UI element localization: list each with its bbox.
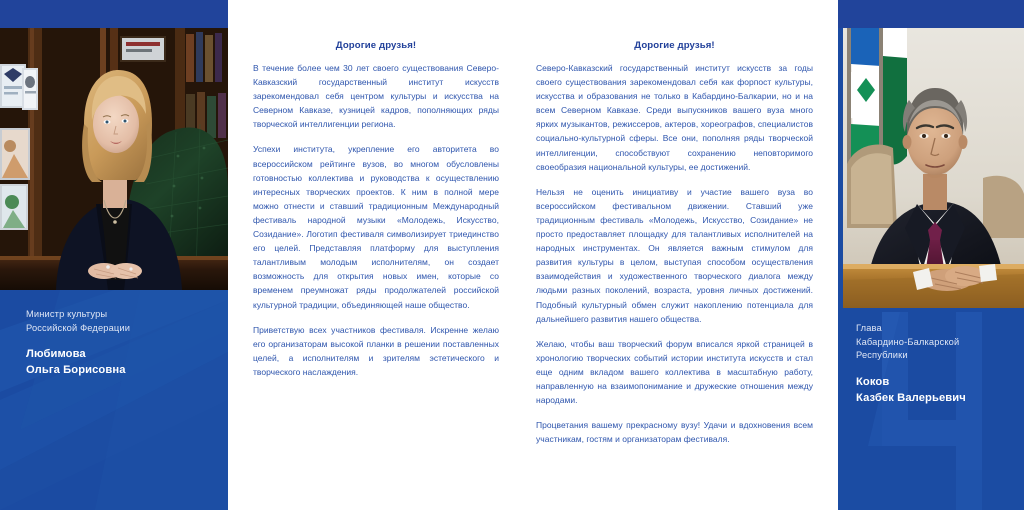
letter-right-paragraph-2: Нельзя не оценить инициативу и участие вашего вуза во всероссийском фестивальном движении. Ставший уже традиционным фестиваль «Молодежь, Искусство, Созидание» не просто предоставляет площадку для талантливых исполнителей на народных инструментах. Он является важным стимулом для развития культуры в целом, выступая способом осуществления взаимодействия и художественного творческого диалога между людьми разных поколений, возраста, уровня личных достижений. Подобный культурный обмен служит накоплению потенциала для дальнейшего развития нашего общества. [536, 186, 813, 324]
letters-content [228, 0, 838, 510]
caption-right-name-line1: Коков [856, 375, 890, 388]
letter-column-right [521, 0, 838, 510]
portrait-photo-left [0, 28, 228, 290]
left-side-panel [0, 0, 228, 510]
caption-right-role-line3: Республики [856, 350, 908, 360]
caption-right-role [856, 322, 1021, 363]
letter-left-paragraph-1: В течение более чем 30 лет своего существования Северо-Кавказский государственный институт искусств зарекомендовал себя центром культуры и искусства на Северном Кавказе, кузницей кадров, пополняющих ряды творческой интеллигенции региона. [253, 63, 499, 130]
letter-column-left [228, 0, 521, 510]
caption-left-role [26, 308, 216, 335]
caption-right [856, 322, 1021, 406]
caption-right-role-line2: Кабардино-Балкарской [856, 336, 960, 347]
letter-right-paragraph-1: Северо-Кавказский государственный институт искусств за годы своего существования зарекомендовал себя как форпост культуры, искусства и образования не только в Кабардино-Балкарии, но и на всем Северном Кавказе. Среди выпускников вашего вуза много ярких музыкантов, режиссеров, актеров, хореографов, специалистов социально-культурной сферы. Все они, пополняя ряды творческой интеллигенции, способствуют сохранению неповторимого своеобразия национальной культуры, ее достижений. [536, 63, 813, 172]
caption-left-name-line2: Ольга Борисовна [26, 364, 126, 376]
letter-left-paragraph-3: Приветствую всех участников фестиваля. Искренне желаю его организаторам высокой планки в решении поставленных целей, а исполнителям и зрителям эстетического и творческого наслаждения. [253, 324, 499, 377]
caption-left-role-line2: Российской Федерации [26, 322, 131, 333]
portrait-photo-right [843, 28, 1024, 308]
letter-right-title: Дорогие друзья! [634, 40, 715, 51]
caption-left-role-line1: Министр культуры [26, 309, 108, 319]
caption-right-name-line2: Казбек Валерьевич [856, 391, 966, 404]
letter-right-paragraph-4: Процветания вашему прекрасному вузу! Удачи и вдохновения всем участникам, гостям и организаторам фестиваля. [536, 420, 813, 445]
left-top-strip [0, 0, 228, 28]
caption-right-name [856, 374, 1021, 406]
right-side-panel [838, 0, 1024, 510]
right-top-strip [838, 0, 1024, 28]
caption-left [26, 308, 216, 378]
letter-left-title: Дорогие друзья! [335, 40, 417, 51]
letter-left-paragraph-2: Успехи института, укрепление его авторитета во всероссийском рейтинге вузов, во многом обусловлены готовностью коллектива и руководства к осуществлению интересных творческих проектов. К ним в полной мере можно отнести и ставший традиционным Международный фестиваль народной музыки «Молодежь, Искусство, Созидание». Логотип фестиваля символизирует триединство его целей. Представляя платформу для выступления талантливым молодым исполнителям, он создает возможность для открытия новых имен, которые со временем преумножат ряды продолжателей российской культурной традиции, объединяющей наше общество. [253, 144, 499, 310]
caption-left-name-line1: Любимова [26, 348, 86, 360]
caption-left-name [26, 346, 216, 378]
letter-right-paragraph-3: Желаю, чтобы ваш творческий форум вписался яркой страницей в хронологию творческих событий истории института искусств и стал еще одним вкладом вашего коллектива в масштабную работу, направленную на взаимопонимание и дружеские отношения между народами. [536, 338, 813, 406]
caption-right-role-line1: Глава [856, 323, 882, 333]
